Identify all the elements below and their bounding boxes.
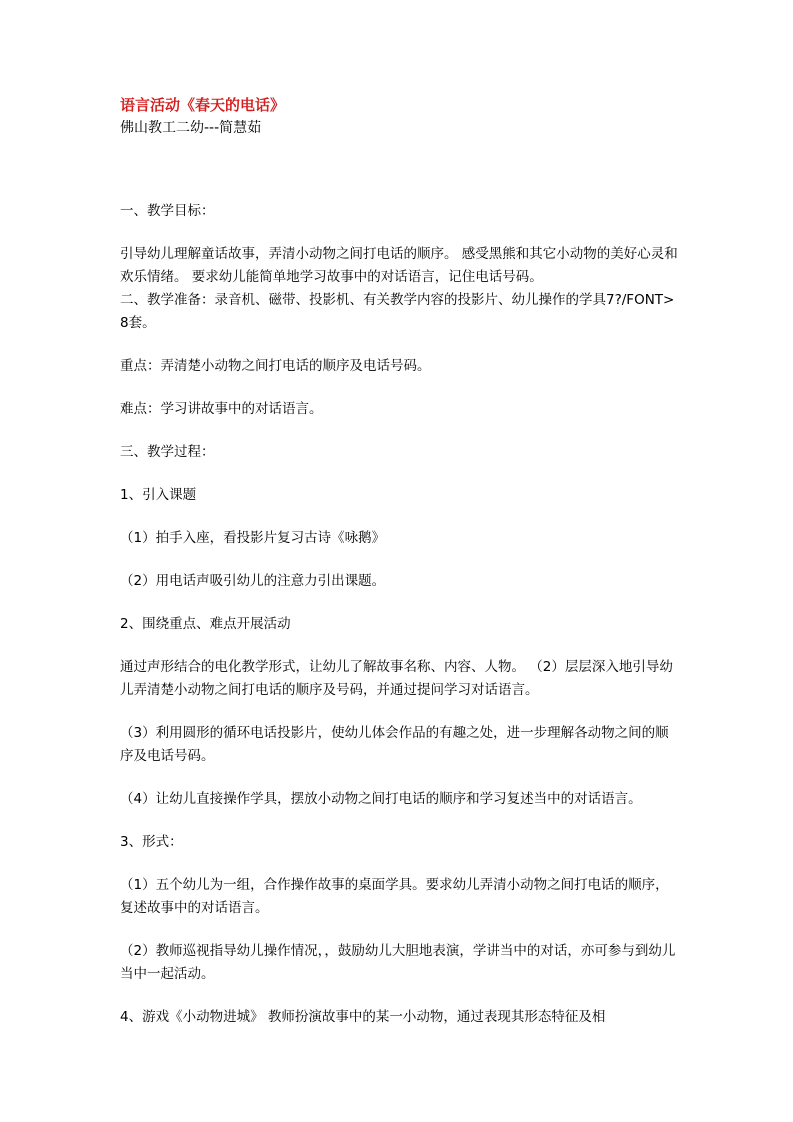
paragraph-difficulty: 难点：学习讲故事中的对话语言。	[120, 401, 323, 417]
paragraph-format-2: （2）教师巡视指导幼儿操作情况，，鼓励幼儿大胆地表演，学讲当中的对话，亦可参与到幼儿当中一起活动。	[120, 943, 676, 982]
document-body	[120, 200, 680, 1049]
paragraph-step-1-1: （1）拍手入座，看投影片复习古诗《咏鹅》	[120, 530, 386, 546]
paragraph-activity-3: （3）利用圆形的循环电话投影片，使幼儿体会作品的有趣之处，进一步理解各动物之间的顺序及电话号码。	[120, 725, 669, 764]
paragraph-objectives: 引导幼儿理解童话故事，弄清小动物之间打电话的顺序。 感受黑熊和其它小动物的美好心灵和欢乐情绪。 要求幼儿能简单地学习故事中的对话语言，记住电话号码。	[120, 246, 678, 285]
document-author: 佛山教工二幼---简慧茹	[120, 120, 262, 136]
section-heading-process: 三、教学过程：	[120, 444, 215, 460]
document-title: 语言活动《春天的电话》	[120, 96, 286, 114]
paragraph-preparation: 二、教学准备：录音机、磁带、投影机、有关教学内容的投影片、幼儿操作的学具7?/FONT>8套。	[120, 292, 675, 331]
section-heading-objectives: 一、教学目标：	[120, 203, 215, 219]
paragraph-game: 4、游戏《小动物进城》 教师扮演故事中的某一小动物，通过表现其形态特征及相	[120, 1009, 606, 1025]
paragraph-activity-1: 通过声形结合的电化教学形式，让幼儿了解故事名称、内容、人物。 （2）层层深入地引导幼儿弄清楚小动物之间打电话的顺序及号码，并通过提问学习对话语言。	[120, 659, 673, 698]
paragraph-key-point: 重点：弄清楚小动物之间打电话的顺序及电话号码。	[120, 358, 431, 374]
subheading-format: 3、形式：	[120, 834, 183, 850]
paragraph-format-1: （1）五个幼儿为一组，合作操作故事的桌面学具。要求幼儿弄清小动物之间打电话的顺序，复述故事中的对话语言。	[120, 877, 669, 916]
subheading-intro: 1、引入课题	[120, 487, 197, 503]
subheading-activities: 2、围绕重点、难点开展活动	[120, 616, 291, 632]
paragraph-step-1-2: （2）用电话声吸引幼儿的注意力引出课题。	[120, 573, 386, 589]
paragraph-activity-4: （4）让幼儿直接操作学具，摆放小动物之间打电话的顺序和学习复述当中的对话语言。	[120, 791, 642, 807]
